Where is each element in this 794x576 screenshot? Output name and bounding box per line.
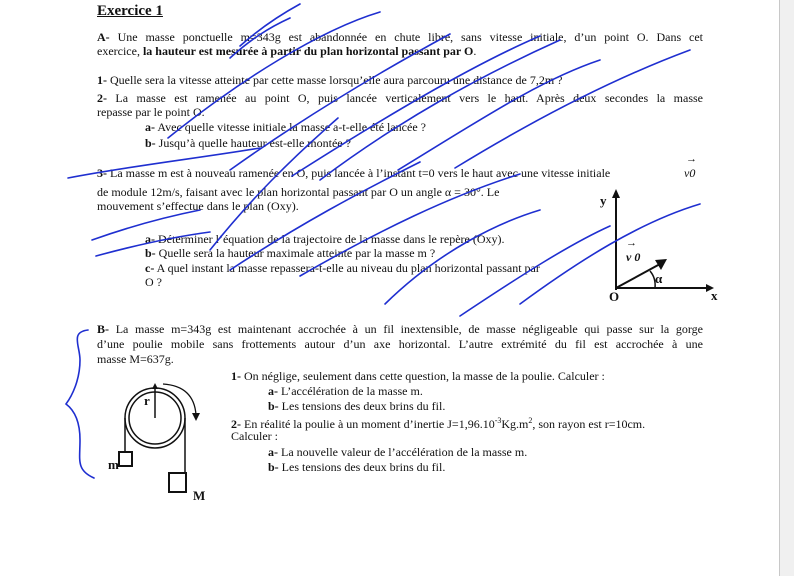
exercise-title: Exercice 1 [97, 3, 163, 19]
question-a3b-text: Quelle sera la hauteur maximale atteinte par la masse m ? [158, 246, 436, 260]
part-b-intro-text: La masse m=343g est maintenant accrochée à un fil inextensible, de masse négligeable qui passe sur la gorge [115, 322, 703, 336]
angle-arc [650, 271, 655, 288]
question-a3b-number: b- [145, 246, 156, 260]
question-b2-calc: Calculer : [231, 429, 278, 443]
pulley-radius-label: r [144, 393, 150, 408]
question-b1b-number: b- [268, 399, 279, 413]
question-b2a-text: La nouvelle valeur de l’accélération de la masse m. [281, 445, 528, 459]
question-b2-text: En réalité la poulie à un moment d’inertie J=1,96.10 [244, 417, 495, 431]
diagram-v0-arrow: → [626, 237, 637, 249]
question-a3c-text: A quel instant la masse repassera-t-elle au niveau du plan horizontal passant par [156, 261, 540, 275]
big-mass-label: M [193, 488, 206, 503]
question-a1-number: 1- [97, 73, 107, 87]
question-a3-text: La masse m est à nouveau ramenée en O, puis lancée à l’instant t=0 vers le haut avec une vitesse initiale [110, 166, 611, 180]
question-b1-number: 1- [231, 369, 241, 383]
part-a-intro-plain: exercice, [97, 44, 143, 58]
question-b2b-text: Les tensions des deux brins du fil. [281, 460, 446, 474]
annotation-stroke [168, 12, 380, 138]
part-a-label: A- [97, 30, 110, 44]
part-b-label: B- [97, 322, 109, 336]
pulley-diagram [119, 383, 200, 492]
annotation-stroke [398, 60, 600, 170]
v0-symbol: v0 [684, 166, 696, 180]
part-b-intro-line3: masse M=637g. [97, 352, 174, 366]
v0-arrowhead [655, 259, 667, 270]
annotation-stroke [320, 40, 560, 180]
axis-y-label: y [600, 193, 607, 208]
big-mass-box [169, 473, 186, 492]
question-a3c-number: c- [145, 261, 155, 275]
question-a1-text: Quelle sera la vitesse atteinte par cette masse lorsqu’elle aura parcouru une distance de 7,2m ? [110, 73, 563, 87]
diagram-angle-label: α [655, 271, 663, 286]
diagram-v0-label: v 0 [626, 250, 641, 264]
annotation-stroke [300, 174, 520, 276]
part-a-intro-end: . [473, 44, 477, 58]
annotation-stroke [455, 50, 690, 168]
question-a3a-text: Déterminer l’équation de la trajectoire de la masse dans le repère (Oxy). [158, 232, 505, 246]
annotation-stroke [230, 18, 290, 58]
annotation-stroke [385, 210, 540, 304]
question-a2b-text: Jusqu’à quelle hauteur est-elle montée ? [158, 136, 351, 150]
handwritten-annotations [66, 4, 700, 478]
question-b1a-number: a- [268, 384, 278, 398]
small-mass-label: m [108, 457, 119, 472]
question-b2b-number: b- [268, 460, 279, 474]
annotation-stroke [230, 162, 420, 270]
annotation-stroke [68, 148, 260, 178]
question-a3c-line2: O ? [145, 275, 162, 289]
question-b2-exponent2: 2 [528, 416, 533, 425]
axis-x-label: x [711, 288, 718, 303]
question-a2-text: La masse est ramenée au point O, puis lancée verticalement vers le haut. Après deux secondes la masse [115, 91, 703, 105]
small-mass-box [119, 452, 132, 466]
question-b2-unit: Kg.m [501, 417, 529, 431]
v0-vector-arrow: → [686, 153, 697, 165]
question-b2-text-end: , son rayon est r=10cm. [532, 417, 646, 431]
question-a2a-number: a- [145, 120, 155, 134]
question-a2-number: 2- [97, 91, 107, 105]
rotation-arrowhead [192, 413, 200, 421]
annotation-brace [66, 330, 94, 478]
question-b2-number: 2- [231, 417, 241, 431]
part-a-intro-bold: la hauteur est mesurée à partir du plan horizontal passant par O [142, 44, 474, 58]
annotation-stroke [96, 232, 210, 256]
question-a2-line2: repasse par le point O. [97, 105, 205, 119]
annotation-stroke [460, 226, 610, 316]
annotation-stroke [240, 4, 300, 46]
question-b1b-text: Les tensions des deux brins du fil. [281, 399, 446, 413]
question-b1-text: On néglige, seulement dans cette question, la masse de la poulie. Calculer : [244, 369, 605, 383]
x-axis-arrowhead [706, 284, 714, 292]
question-b2-exponent1: -3 [494, 416, 502, 425]
question-a3-number: 3- [97, 166, 107, 180]
question-a3-line2: de module 12m/s, faisant avec le plan horizontal passant par O un angle α = 30°. Le [97, 185, 500, 199]
y-axis-arrowhead [612, 189, 620, 198]
question-a2b-number: b- [145, 136, 156, 150]
annotation-stroke [230, 34, 450, 170]
part-b-intro-line2: d’une poulie mobile sans frottements autour d’un axe horizontal. L’autre extrémité du fil est accrochée à une [97, 337, 703, 351]
question-b1a-text: L’accélération de la masse m. [281, 384, 423, 398]
question-b2a-number: a- [268, 445, 278, 459]
radius-arrowhead [152, 383, 158, 389]
question-a2a-text: Avec quelle vitesse initiale la masse a-t-elle été lancée ? [157, 120, 426, 134]
question-a3-line3: mouvement s’effectue dans le plan (Oxy). [97, 199, 299, 213]
page-edge-scroll-area[interactable] [779, 0, 794, 576]
question-a3a-number: a- [145, 232, 155, 246]
part-a-intro-text: Une masse ponctuelle m=343g est abandonnée en chute libre, sans vitesse initiale, d’un point O. Dans cet [117, 30, 703, 44]
annotation-stroke [210, 118, 338, 250]
origin-label: O [609, 289, 620, 304]
